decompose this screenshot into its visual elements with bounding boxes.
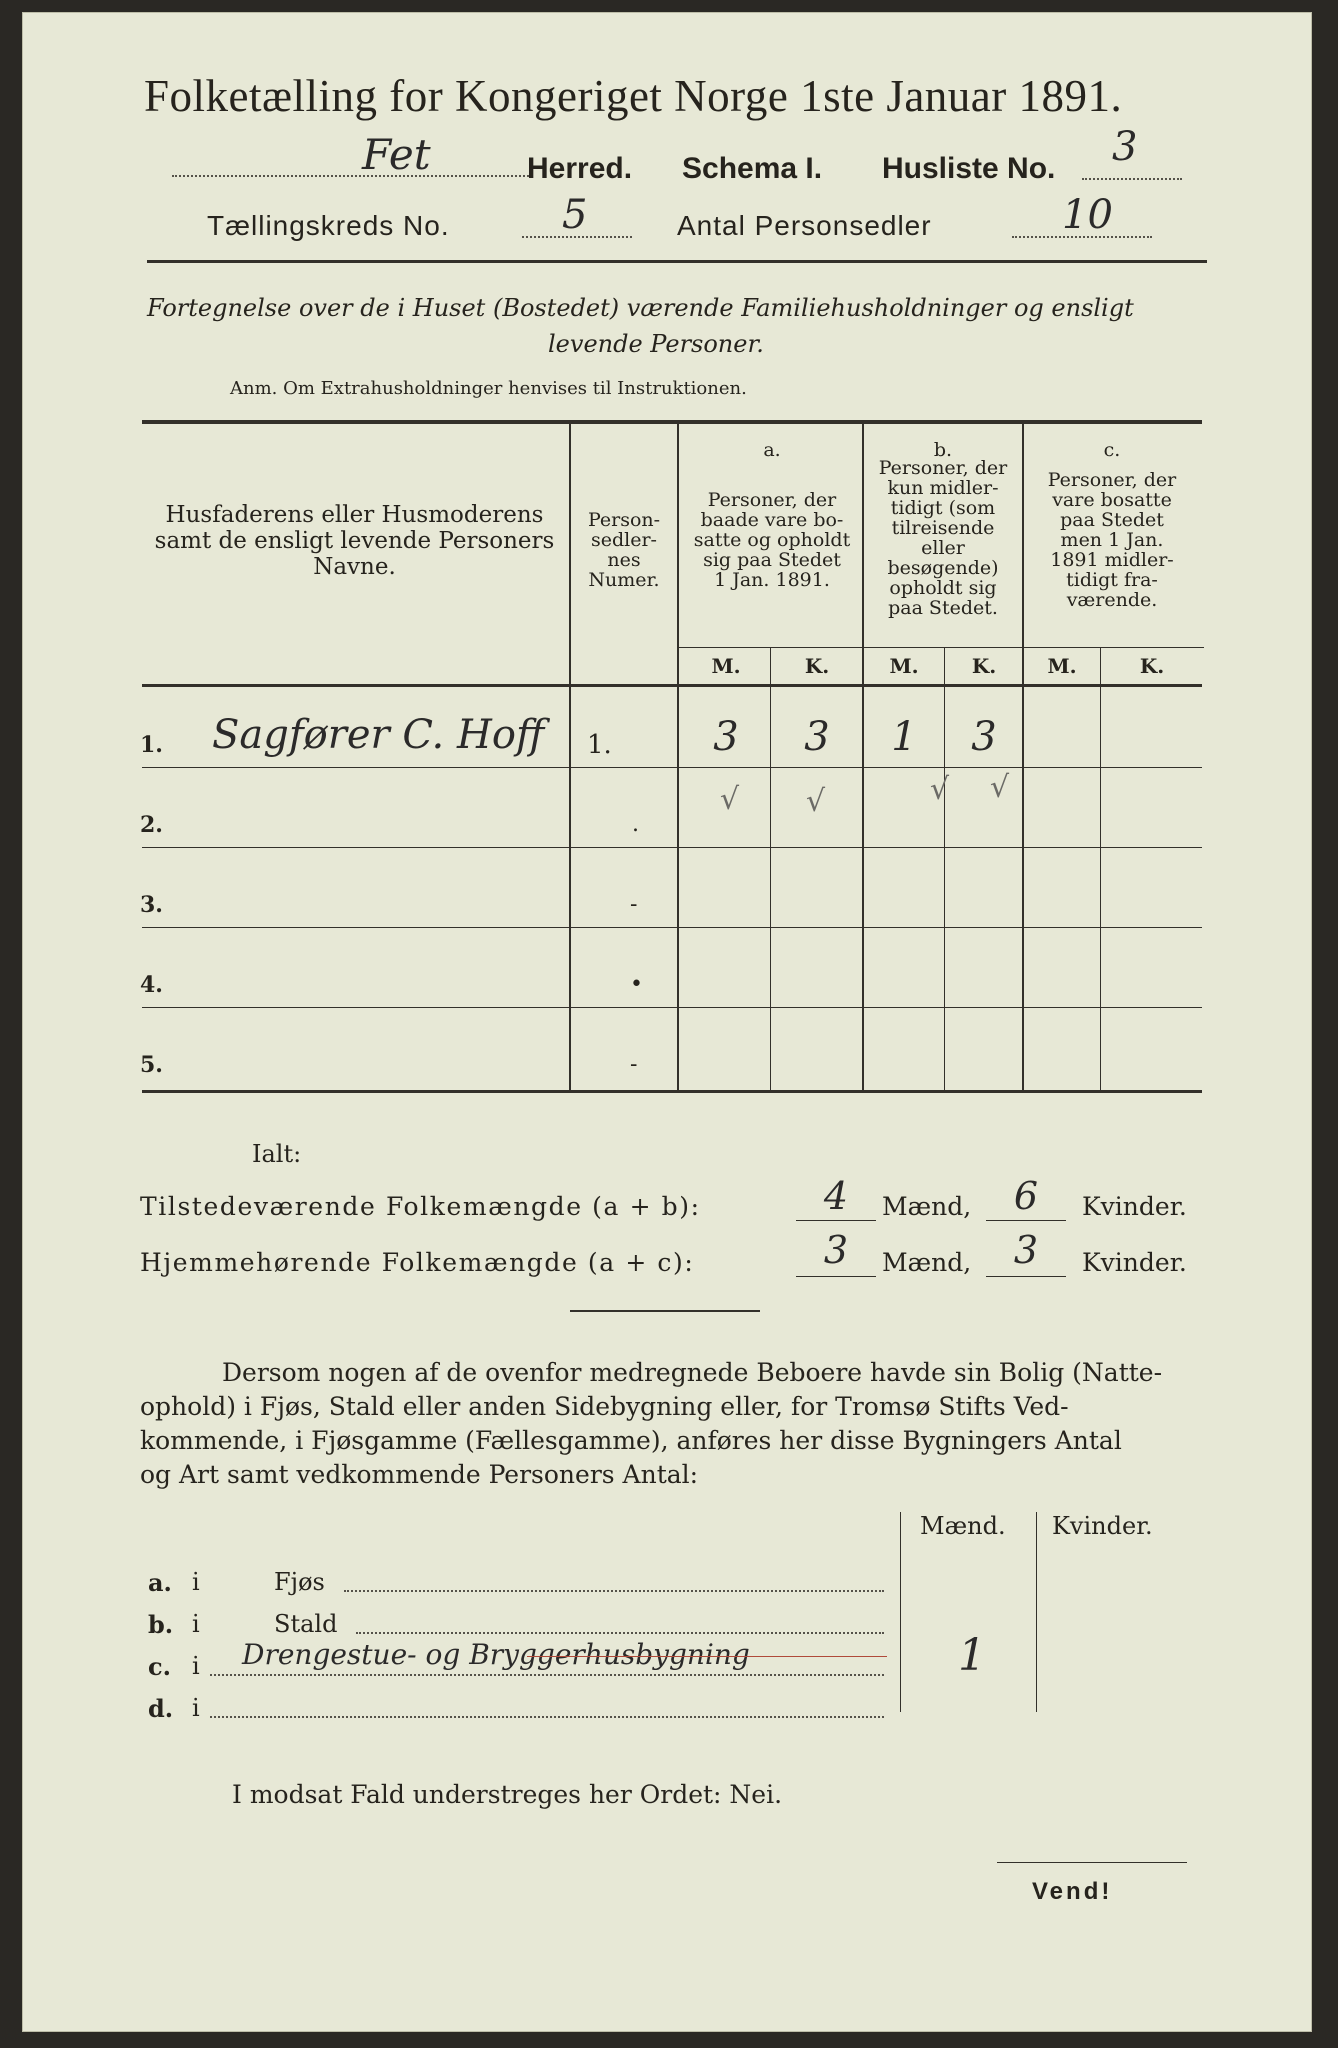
- building-a-letter: a.: [148, 1568, 172, 1597]
- row-1-a-m: 3: [713, 714, 739, 760]
- row-1-sedler: 1.: [587, 730, 612, 760]
- section-divider: [570, 1310, 760, 1312]
- row-1-b-m: 1: [891, 714, 917, 760]
- hjemme-label: Hjemmehørende Folkemængde (a + c):: [140, 1248, 695, 1277]
- row-rule-3: [142, 927, 1202, 928]
- col-header-c-letter: c.: [1103, 439, 1121, 461]
- col-header-number: Person- sedler- nes Numer.: [587, 509, 661, 591]
- row-rule-1: [142, 767, 1202, 768]
- intro-line-1: Fortegnelse over de i Huset (Bostedet) værende Familiehusholdninger og ensligt: [147, 294, 1134, 322]
- row-1-name: Sagfører C. Hoff: [212, 712, 545, 758]
- col-divider-1: [569, 422, 571, 1092]
- antal-value: 10: [1062, 192, 1113, 238]
- buildings-para-4: og Art samt vedkommende Personers Antal:: [140, 1460, 699, 1489]
- tilstede-m-underline: [796, 1220, 876, 1221]
- footer-note: I modsat Fald understreges her Ordet: Nei.: [232, 1780, 783, 1809]
- mk-label-a-k: K.: [804, 654, 830, 678]
- buildings-col-divider-2: [1036, 1512, 1037, 1712]
- header-bottom-rule: [142, 684, 1202, 687]
- building-c-letter: c.: [148, 1652, 171, 1681]
- hjemme-kvinder-label: Kvinder.: [1082, 1248, 1187, 1277]
- row-rule-2: [142, 847, 1202, 848]
- tilstede-label: Tilstedeværende Folkemængde (a + b):: [140, 1192, 701, 1221]
- tick-mark: √: [720, 782, 740, 817]
- tick-mark: √: [990, 770, 1010, 805]
- census-form-page: [22, 12, 1312, 2032]
- kreds-label: Tællingskreds No.: [207, 210, 450, 241]
- buildings-para-2: ophold) i Fjøs, Stald eller anden Sidebygning eller, for Tromsø Stifts Ved-: [140, 1392, 1069, 1421]
- vend-label: Vend!: [1032, 1878, 1113, 1905]
- mk-label-c-k: K.: [1139, 654, 1165, 678]
- building-d-dots: [210, 1716, 884, 1718]
- building-c-maend-value: 1: [958, 1630, 986, 1681]
- schema-label: Schema I.: [682, 152, 823, 185]
- hjemme-m-underline: [796, 1276, 876, 1277]
- col-divider-b-mk: [944, 647, 945, 1092]
- husliste-dotted-line: [1082, 178, 1182, 180]
- row-5-dash: -: [630, 1052, 638, 1077]
- husliste-label: Husliste No.: [882, 152, 1056, 185]
- herred-dotted-line: [172, 175, 532, 177]
- tick-mark: √: [806, 784, 826, 819]
- antal-label: Antal Personsedler: [677, 210, 932, 241]
- col-header-b: Personer, der kun midler- tidigt (som tilreisende eller besøgende) opholdt sig paa Stedet.: [878, 457, 1008, 619]
- row-3-dash: -: [630, 892, 638, 917]
- mk-label-b-m: M.: [889, 654, 919, 678]
- anm-note: Anm. Om Extrahusholdninger henvises til Instruktionen.: [230, 378, 747, 399]
- buildings-para-1: Dersom nogen af de ovenfor medregnede Beboere havde sin Bolig (Natte-: [222, 1358, 1163, 1387]
- intro-line-2: levende Personer.: [548, 330, 764, 358]
- col-divider-c-mk: [1100, 647, 1101, 1092]
- building-d-i: i: [192, 1694, 200, 1722]
- mk-label-a-m: M.: [711, 654, 741, 678]
- col-header-b-letter: b.: [933, 439, 953, 461]
- building-a-i: i: [192, 1568, 200, 1596]
- tick-mark: √: [930, 772, 950, 807]
- hjemme-maend-label: Mænd,: [882, 1248, 972, 1277]
- building-a-label: Fjøs: [274, 1568, 325, 1596]
- hjemme-women-value: 3: [1013, 1228, 1039, 1272]
- row-4-dash: •: [630, 972, 643, 997]
- tilstede-kvinder-label: Kvinder.: [1082, 1192, 1187, 1221]
- buildings-col-kvinder: Kvinder.: [1052, 1512, 1153, 1540]
- row-1-b-k: 3: [971, 714, 997, 760]
- tilstede-maend-label: Mænd,: [882, 1192, 972, 1221]
- vend-rule: [997, 1862, 1187, 1863]
- table-bottom-rule: [142, 1090, 1202, 1093]
- hjemme-k-underline: [986, 1276, 1066, 1277]
- row-2-number: 2.: [140, 812, 163, 838]
- header-rule: [147, 260, 1207, 263]
- building-a-dots: [344, 1590, 884, 1592]
- row-2-dash: .: [632, 812, 639, 837]
- row-4-number: 4.: [140, 972, 163, 998]
- building-d-letter: d.: [148, 1694, 174, 1723]
- tilstede-women-value: 6: [1013, 1174, 1039, 1218]
- herred-value: Fet: [362, 130, 431, 179]
- building-c-dots: [210, 1674, 884, 1676]
- building-c-strike: [527, 1656, 887, 1657]
- tilstede-k-underline: [986, 1220, 1066, 1221]
- building-c-i: i: [192, 1652, 200, 1680]
- kreds-value: 5: [562, 192, 588, 238]
- buildings-para-3: kommende, i Fjøsgamme (Fællesgamme), anføres her disse Bygningers Antal: [140, 1426, 1122, 1455]
- col-header-a-letter: a.: [763, 439, 781, 461]
- table-top-rule: [142, 420, 1202, 424]
- building-c-label: Drengestue- og Bryggerhusbygning: [242, 1638, 750, 1671]
- row-rule-4: [142, 1007, 1202, 1008]
- building-b-dots: [356, 1632, 884, 1634]
- form-title: Folketælling for Kongeriget Norge 1ste Januar 1891.: [144, 71, 1123, 121]
- col-divider-2: [677, 422, 679, 1092]
- mk-label-b-k: K.: [971, 654, 997, 678]
- col-header-c: Personer, der vare bosatte paa Stedet men 1 Jan. 1891 midler- tidigt fra- værende.: [1047, 469, 1177, 611]
- col-header-a: Personer, der baade vare bo- satte og opholdt sig paa Stedet 1 Jan. 1891.: [693, 489, 851, 591]
- row-3-number: 3.: [140, 892, 163, 918]
- row-5-number: 5.: [140, 1052, 163, 1078]
- row-1-a-k: 3: [804, 714, 830, 760]
- building-b-label: Stald: [274, 1610, 338, 1638]
- row-1-number: 1.: [140, 732, 163, 758]
- building-b-i: i: [192, 1610, 200, 1638]
- husliste-value: 3: [1112, 124, 1138, 170]
- buildings-col-divider-1: [900, 1512, 901, 1712]
- col-divider-a-mk: [770, 647, 771, 1092]
- building-b-letter: b.: [148, 1610, 174, 1639]
- herred-label: Herred.: [527, 152, 633, 185]
- hjemme-men-value: 3: [823, 1228, 849, 1272]
- buildings-col-maend: Mænd.: [920, 1512, 1006, 1540]
- mk-label-c-m: M.: [1047, 654, 1077, 678]
- ialt-label: Ialt:: [252, 1140, 302, 1168]
- col-header-names: Husfaderens eller Husmoderens samt de ensligt levende Personers Navne.: [154, 502, 555, 580]
- tilstede-men-value: 4: [823, 1174, 849, 1218]
- mk-top-rule: [679, 647, 1204, 648]
